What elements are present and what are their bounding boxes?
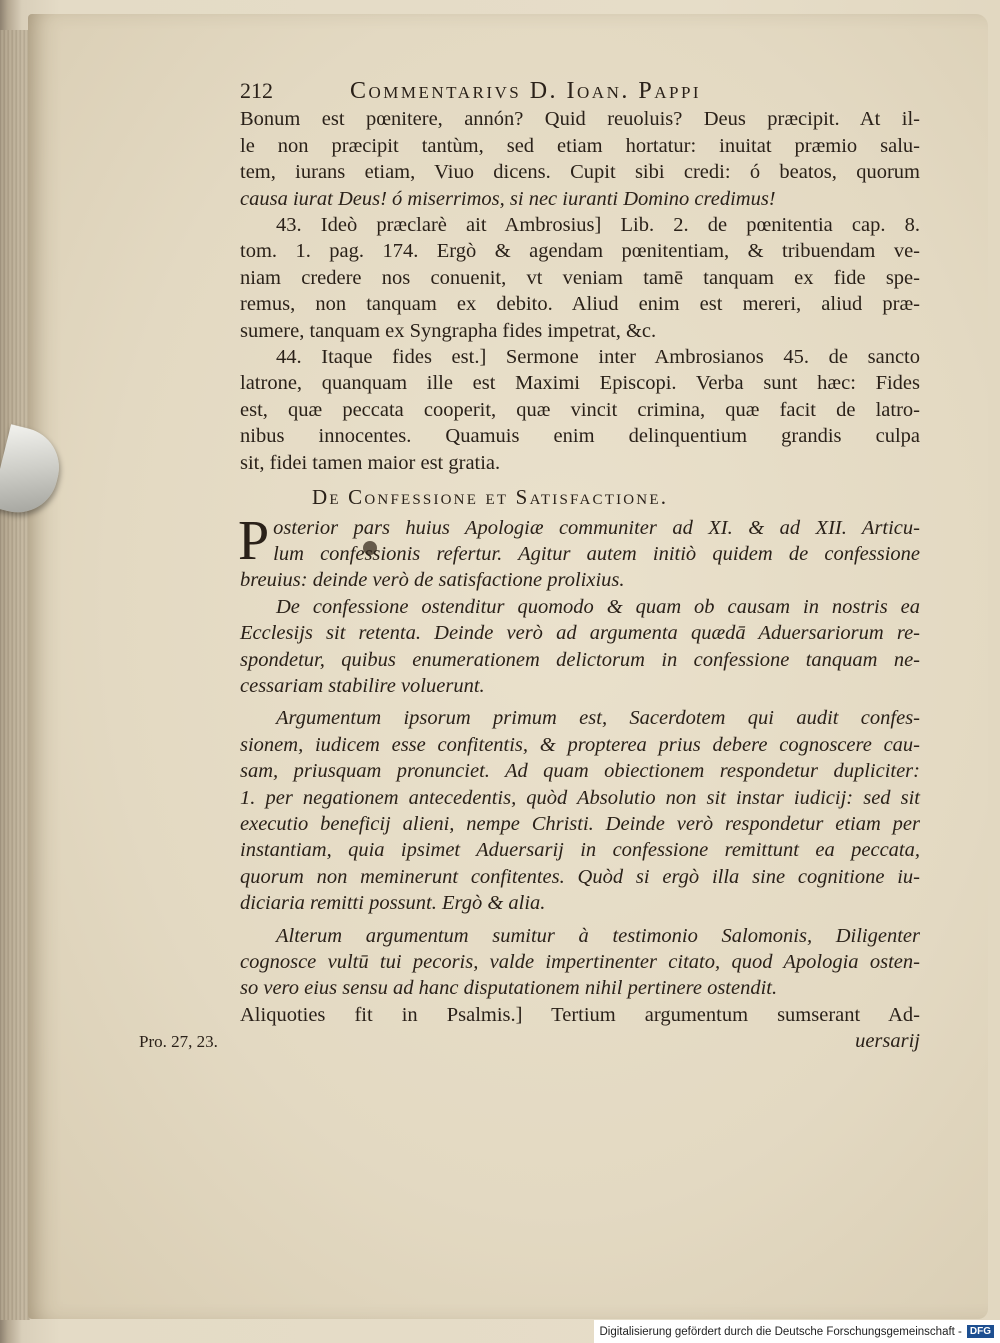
text-line: quorum non meminerunt confitentes. Quòd si ergò illa sine cognitione iu- [240, 865, 920, 888]
text-line: instantiam, quia ipsimet Aduersarij in confessione remittunt ea peccata, [240, 839, 920, 862]
text-line: latrone, quanquam ille est Maximi Episcopi. Verba sunt hæc: Fides [240, 372, 920, 395]
text-line: Alterum argumentum sumitur à testimonio Salomonis, Diligenter [276, 924, 920, 947]
text-line: 43. Ideò præclarè ait Ambrosius] Lib. 2. de pœnitentia cap. 8. [276, 214, 920, 237]
paragraph-confessione [240, 594, 920, 700]
paragraph-alterum [240, 923, 920, 1002]
text-line: executio beneficij alieni, nempe Christi. Deinde verò respondetur etiam per [240, 812, 920, 835]
paragraph-aliquoties [240, 1002, 920, 1055]
text-line: lum confessionis refertur. Agitur autem initiò quidem de confessione [273, 542, 920, 565]
text-line: cessariam stabilire voluerunt. [240, 674, 485, 697]
page-number: 212 [240, 78, 273, 103]
dfg-logo-icon: DFG [967, 1325, 994, 1338]
text-line: breuius: deinde verò de satisfactione prolixius. [240, 569, 625, 592]
section-heading: De Confessione et Satisfactione. [312, 485, 669, 510]
footer-credit: Digitalisierung gefördert durch die Deutsche Forschungsgemeinschaft - [599, 1325, 962, 1338]
drop-capital: P [238, 509, 270, 572]
text-line: Aliquoties fit in Psalmis.] Tertium argumentum sumserant Ad- [240, 1003, 920, 1026]
paragraph-posterior [238, 509, 920, 594]
text-line: Bonum est pœnitere, annón? Quid reuoluis? Deus præcipit. At il- [240, 108, 920, 131]
text-line: sionem, iudicem esse confitentis, & propterea prius debere cognoscere cau- [240, 733, 920, 756]
text-line: nibus innocentes. Quamuis enim delinquentium grandis culpa [240, 425, 920, 448]
running-header [240, 78, 920, 104]
text-line: Ecclesijs sit retenta. Deinde verò ad argumenta quædā Aduersariorum re- [240, 622, 920, 645]
text-line: niam credere nos conuenit, vt veniam tamē tanquam ex fide spe- [240, 266, 920, 289]
text-line: le non præcipit tantùm, sed etiam hortatur: inuitat præmio salu- [240, 134, 920, 157]
text-line: causa iurat Deus! ó miserrimos, si nec iuranti Domino credimus! [240, 187, 776, 210]
margin-note: Pro. 27, 23. [139, 1032, 218, 1051]
text-line: 44. Itaque fides est.] Sermone inter Ambrosianos 45. de sancto [276, 346, 920, 369]
paragraph-1 [240, 106, 920, 212]
text-line: sam, priusquam pronunciet. Ad quam obiectionem respondetur dupliciter: [240, 760, 920, 783]
paragraph-argumentum-primum [240, 705, 920, 916]
running-title: Commentarivs D. Ioan. Pappi [350, 78, 702, 104]
text-line: osterior pars huius Apologiæ communiter ad XI. & ad XII. Articu- [273, 516, 920, 539]
text-line: so vero eius sensu ad hanc disputationem nihil pertinere ostendit. [240, 977, 778, 1000]
text-line: sit, fidei tamen maior est gratia. [240, 451, 501, 474]
text-line: tem, iurans etiam, Viuo dicens. Cupit sibi credi: ó beatos, quorum [240, 161, 920, 184]
text-line: Argumentum ipsorum primum est, Sacerdotem qui audit confes- [276, 707, 920, 730]
paragraph-43 [240, 212, 920, 344]
book-page-edges [0, 30, 30, 1320]
text-line: spondetur, quibus enumerationem delictorum in confessione tanquam ne- [240, 648, 920, 671]
text-line: est, quæ peccata cooperit, quæ vincit crimina, quæ facit de latro- [240, 398, 920, 421]
digitization-footer [594, 1320, 1000, 1343]
text-line: diciaria remitti possunt. Ergò & alia. [240, 892, 546, 915]
text-line: tom. 1. pag. 174. Ergò & agendam pœnitentiam, & tribuendam ve- [240, 240, 920, 263]
text-line: uersarij [855, 1030, 920, 1053]
text-line: remus, non tanquam ex debito. Aliud enim est mereri, aliud præ- [240, 293, 920, 316]
text-line: cognosce vultū tui pecoris, valde impertinenter citato, quod Apologia osten- [240, 951, 920, 973]
text-line: sumere, tanquam ex Syngrapha fides impetrat, &c. [240, 319, 657, 342]
paragraph-44 [240, 344, 920, 476]
text-line: De confessione ostenditur quomodo & quam ob causam in nostris ea [276, 595, 920, 618]
page-text [240, 78, 920, 1055]
text-line: 1. per negationem antecedentis, quòd Absolutio non sit instar iudicij: sed sit [240, 786, 920, 809]
